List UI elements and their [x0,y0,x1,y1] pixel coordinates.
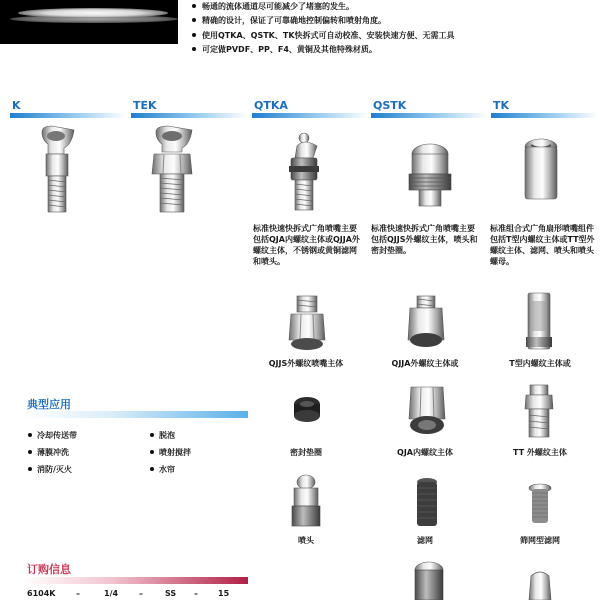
tk-tip-image [523,570,557,600]
strainer-image [414,476,440,530]
order-code-dash: – [76,589,80,598]
qjjs-body-image [287,294,327,354]
application-item: 水帘 [150,465,175,475]
tip-image [288,474,324,530]
applications-title: 典型应用 [27,398,71,411]
strainer-caption: 滤网 [417,536,433,545]
feature-item: 使用QTKA、QSTK、TK快拆式可自动校准、安装快速方便、无需工具 [192,31,522,41]
application-item: 冷却传送带 [28,431,77,441]
model-header-qstk: QSTK [373,99,406,119]
qstk-nozzle-image [405,142,455,208]
t-body-caption: T型内螺纹主体或 [509,359,571,368]
qtka-nozzle-image [283,132,325,214]
tt-body-image [522,383,556,439]
order-code-dash: – [139,589,143,598]
application-item: 薄膜冲洗 [28,448,69,458]
feature-item: 精确的设计，保证了可靠确地控制偏转和喷射角度。 [192,16,522,26]
nut-image [412,560,446,600]
feature-item: 畅通的流体通道尽可能减少了堵塞的发生。 [192,2,522,12]
qja-body-caption: QJA内螺纹主体 [397,448,453,457]
order-code-material: SS [165,589,177,598]
tk-description: 标准组合式广角扇形喷嘴组件包括T型内螺纹主体或TT型外螺纹主体、滤网、喷头和喷头螺母。 [490,224,595,266]
qja-body-image [405,385,449,439]
application-item: 喷射搅拌 [150,448,191,458]
screen-strainer-caption: 筛网型滤网 [520,536,560,545]
tek-nozzle-image [146,124,196,216]
model-header-tk: TK [493,99,509,119]
qtka-description: 标准快速快拆式广角喷嘴主要包括QJA内螺纹主体或QJJA外螺纹主体，不锈钢或黄铜滤网和喷头。 [253,224,360,266]
application-item: 脱泡 [150,431,175,441]
gasket-image [292,394,322,424]
k-nozzle-image [34,124,78,216]
ordering-title: 订购信息 [27,563,71,576]
feature-item: 可定做PVDF、PP、F4、黄铜及其他特殊材质。 [192,45,522,55]
t-body-image [522,291,556,351]
order-code-capacity: 15 [218,589,230,598]
ordering-divider [22,577,248,584]
model-header-tek: TEK [133,99,157,119]
gasket-caption: 密封垫圈 [290,448,322,457]
qjja-body-image [404,294,448,354]
tt-body-caption: TT 外螺纹主体 [513,448,567,457]
applications-divider [22,411,248,418]
tip-caption: 喷头 [298,536,314,545]
order-code-dash: – [194,589,198,598]
application-item: 消防/灭火 [28,465,72,475]
order-code-model: 6104K [27,589,56,598]
model-header-qtka: QTKA [254,99,288,119]
qjjs-body-caption: QJJS外螺纹喷嘴主体 [268,359,344,368]
screen-strainer-image [527,483,553,529]
tk-nozzle-image [521,137,561,203]
qjja-body-caption: QJJA外螺纹主体或 [391,359,459,368]
qstk-description: 标准快速快拆式广角喷嘴主要包括QJJS外螺纹主体，喷头和密封垫圈。 [371,224,478,255]
order-code-size: 1/4 [104,589,119,598]
spray-photo [0,0,178,44]
ordering-code [0,589,260,600]
model-header-k: K [12,99,21,119]
